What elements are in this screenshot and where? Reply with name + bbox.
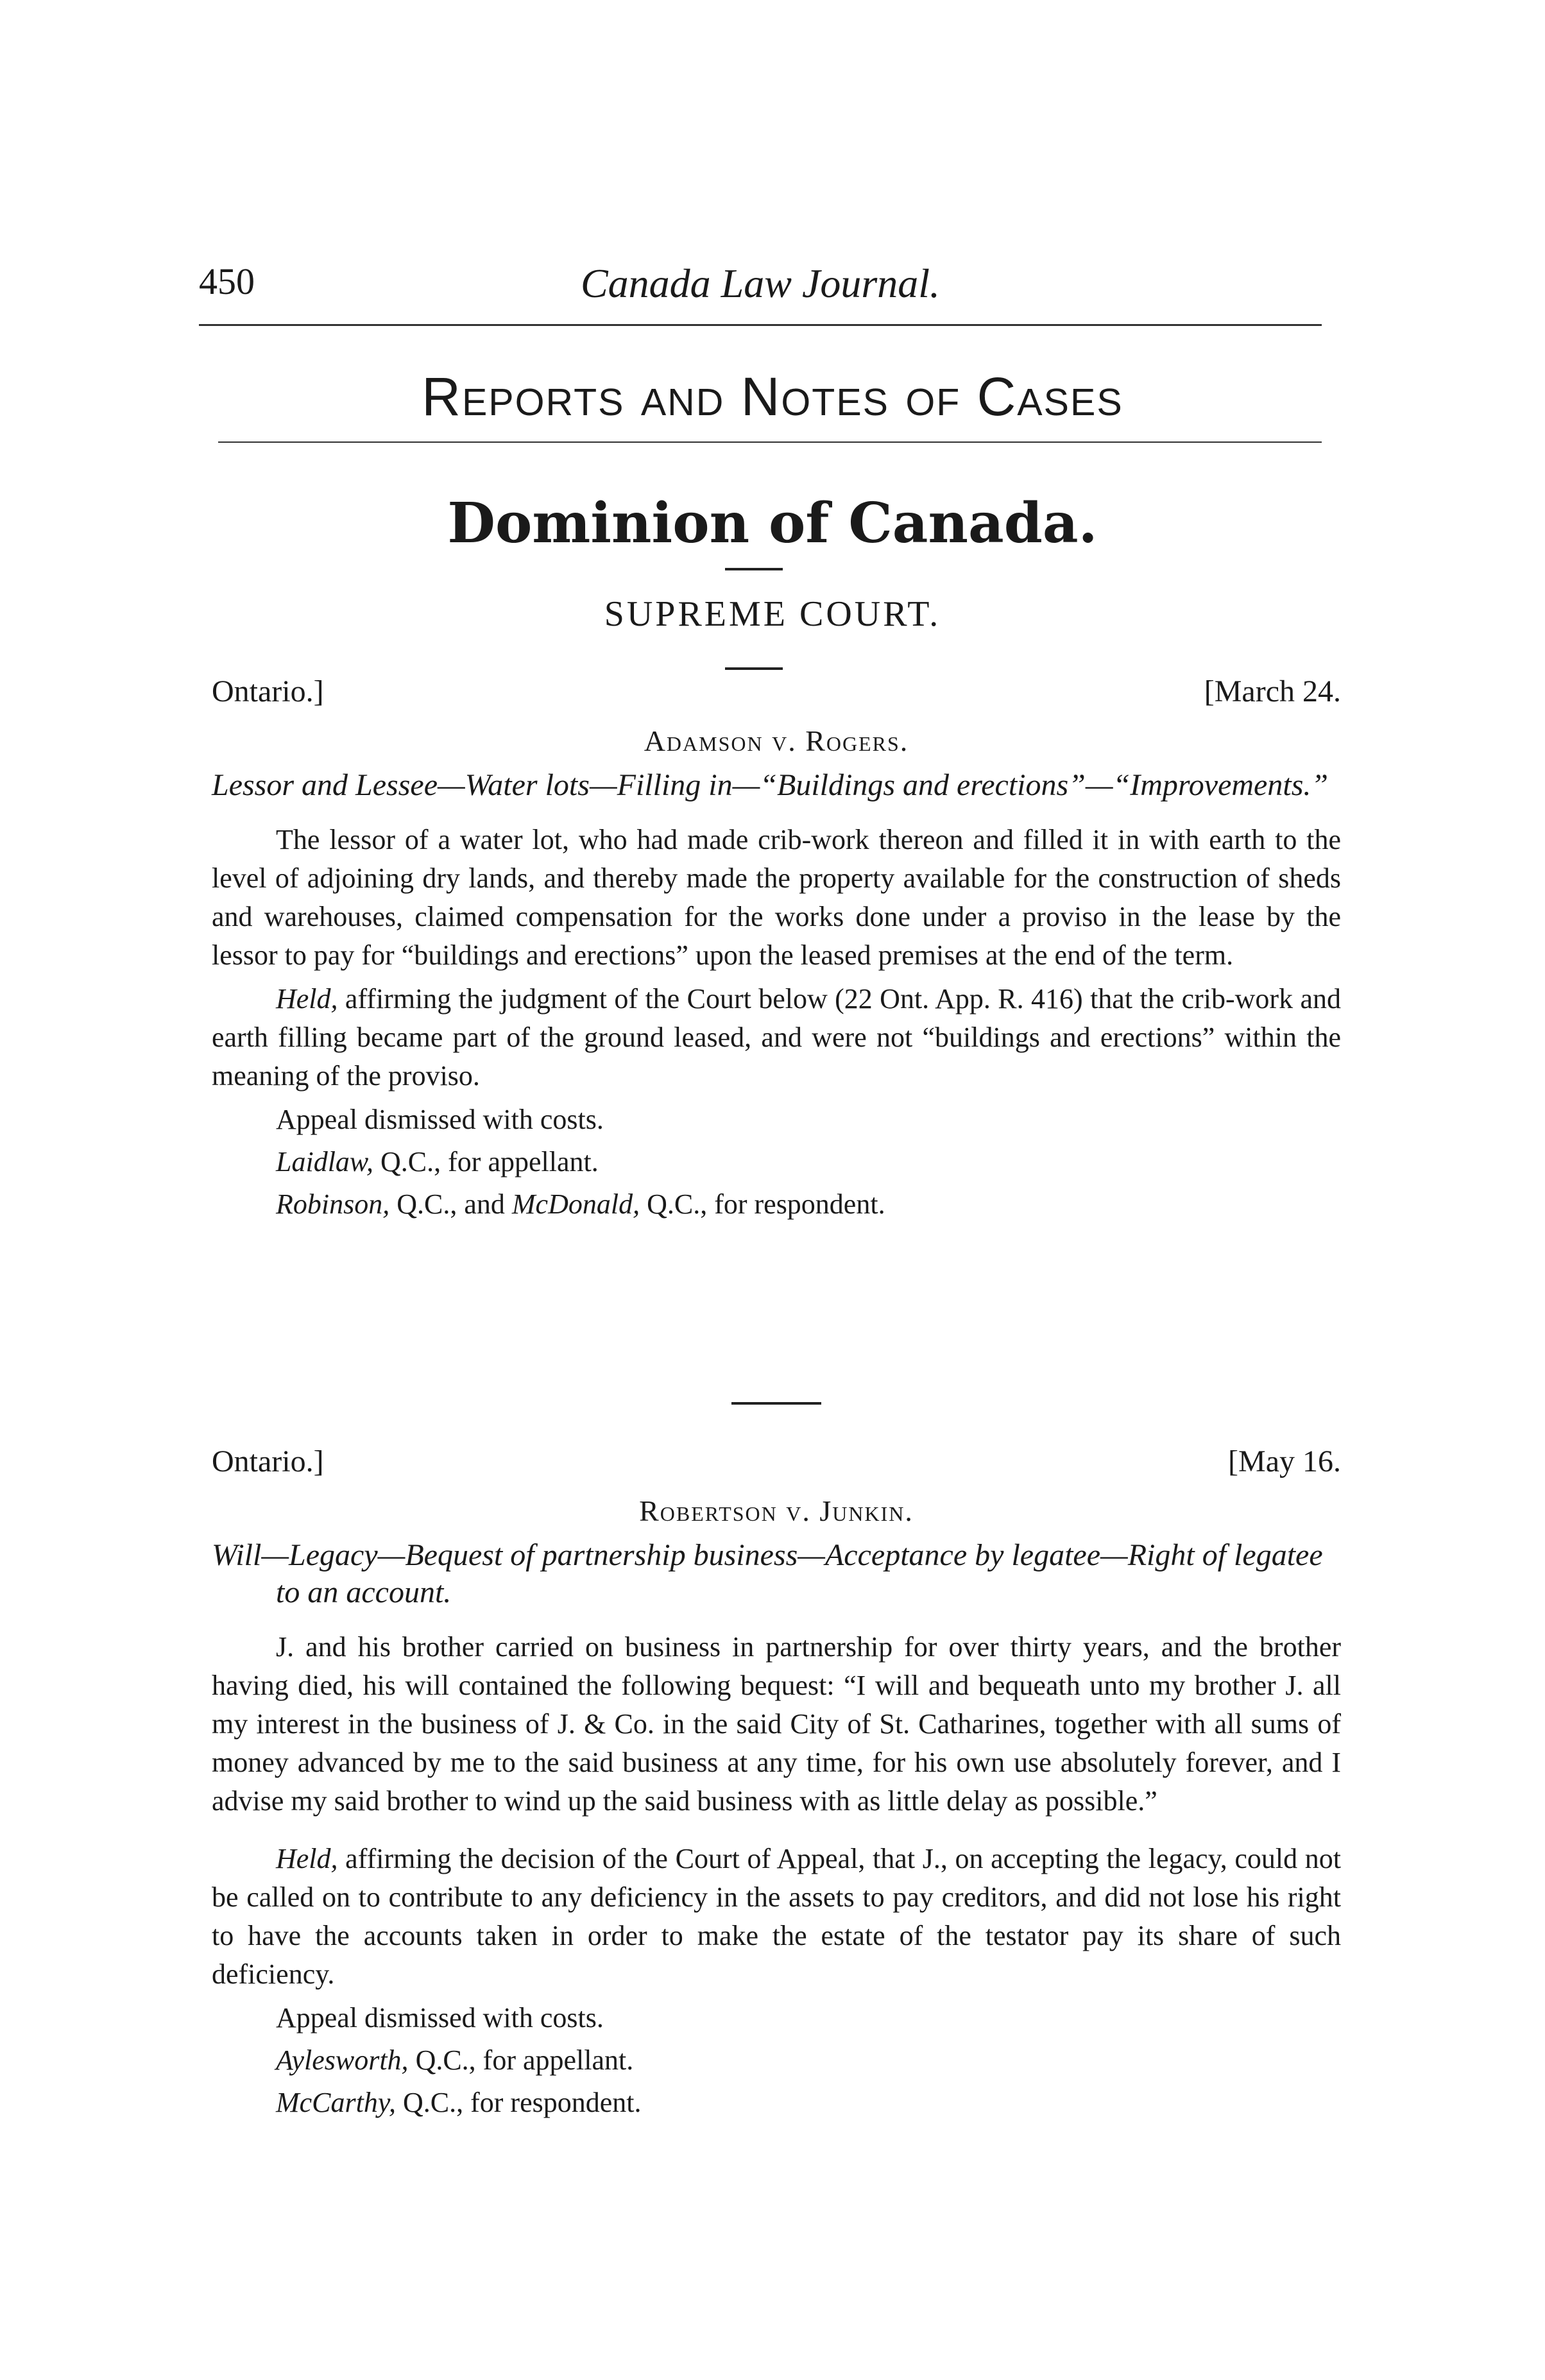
divider-short [725,568,783,570]
case-headnote: Lessor and Lessee—Water lots—Filling in—“Buildings and erections”—“Improvements.” [212,768,1329,802]
counsel-respondent-role: Q.C., for respondent. [395,2087,642,2118]
held-text: affirming the decision of the Court of Appeal, that J., on accepting the legacy, could not be called on to contribute to any deficiency in the assets to pay creditors, and did not lose his right to have the accounts taken in order to make the estate of the testator pay its share of such deficiency. [212,1843,1341,1990]
page-number: 450 [199,261,255,302]
case-disposition: Appeal dismissed with costs. [276,2002,604,2033]
case-name [212,1494,1341,1528]
section-title: Reports and Notes of Cases [422,366,1123,427]
counsel-respondent-name: Robinson, [276,1188,390,1220]
case-date: [May 16. [1228,1444,1341,1478]
case-name [212,724,1341,758]
counsel-appellant [212,2041,1341,2080]
case-body [212,1628,1341,2122]
case-jurisdiction: Ontario.] [212,674,324,708]
case-name-text: Robertson v. Junkin. [639,1494,914,1527]
journal-title: Canada Law Journal. [580,261,941,306]
counsel-respondent-name-2: McDonald, [511,1188,640,1220]
counsel-respondent-joiner: Q.C., and [389,1188,512,1220]
held-text: affirming the judgment of the Court below (22 Ont. App. R. 416) that the crib-work and earth filling became part of the ground leased, and were not “buildings and erections” within the meaning of the proviso. [212,983,1341,1092]
counsel-appellant [212,1143,1341,1181]
case-disposition: Appeal dismissed with costs. [276,1104,604,1135]
section-rule [218,441,1322,443]
counsel-respondent-role: Q.C., for respondent. [640,1188,885,1220]
counsel-appellant-name: Laidlaw, [276,1146,374,1177]
running-head [199,260,1322,318]
case-body [212,821,1341,1224]
held-label: Held, [276,1843,338,1874]
case-holding [212,1840,1341,1994]
case-divider [731,1402,821,1405]
counsel-respondent [212,1185,1341,1224]
jurisdiction-heading: Dominion of Canada. [447,491,1098,556]
counsel-respondent [212,2084,1341,2122]
case-meta [212,1444,1341,1489]
counsel-appellant-role: Q.C., for appellant. [373,1146,599,1177]
held-label: Held, [276,983,338,1014]
counsel-respondent-name: McCarthy, [276,2087,396,2118]
case-report [212,674,1341,1228]
case-jurisdiction: Ontario.] [212,1444,324,1478]
case-date: [March 24. [1204,674,1341,708]
case-holding [212,980,1341,1095]
case-name-text: Adamson v. Rogers. [644,724,909,757]
court-heading: SUPREME COURT. [604,594,941,634]
case-headnote: Will—Legacy—Bequest of partnership business—Acceptance by legatee—Right of legatee to an account. [212,1538,1323,1609]
case-facts: J. and his brother carried on business in partnership for over thirty years, and the brother having died, his will contained the following bequest: “I will and bequeath unto my brother J. all my interest in the business of J. & Co. in the said City of St. Catharines, together with all sums of money advanced by me to the said business at any time, for his own use absolutely forever, and I advise my said brother to wind up the said business with as little delay as possible.” [212,1631,1341,1817]
header-rule [199,324,1322,326]
divider-short [725,667,783,670]
case-facts: The lessor of a water lot, who had made crib-work thereon and filled it in with earth to the level of adjoining dry lands, and thereby made the property available for the construction of sheds and warehouses, claimed compensation for the works done under a proviso in the lease by the lessor to pay for “buildings and erections” upon the leased premises at the end of the term. [212,824,1341,971]
counsel-appellant-role: Q.C., for appellant. [408,2044,634,2076]
counsel-appellant-name: Aylesworth, [276,2044,409,2076]
case-report [212,1444,1341,2126]
case-meta [212,674,1341,719]
